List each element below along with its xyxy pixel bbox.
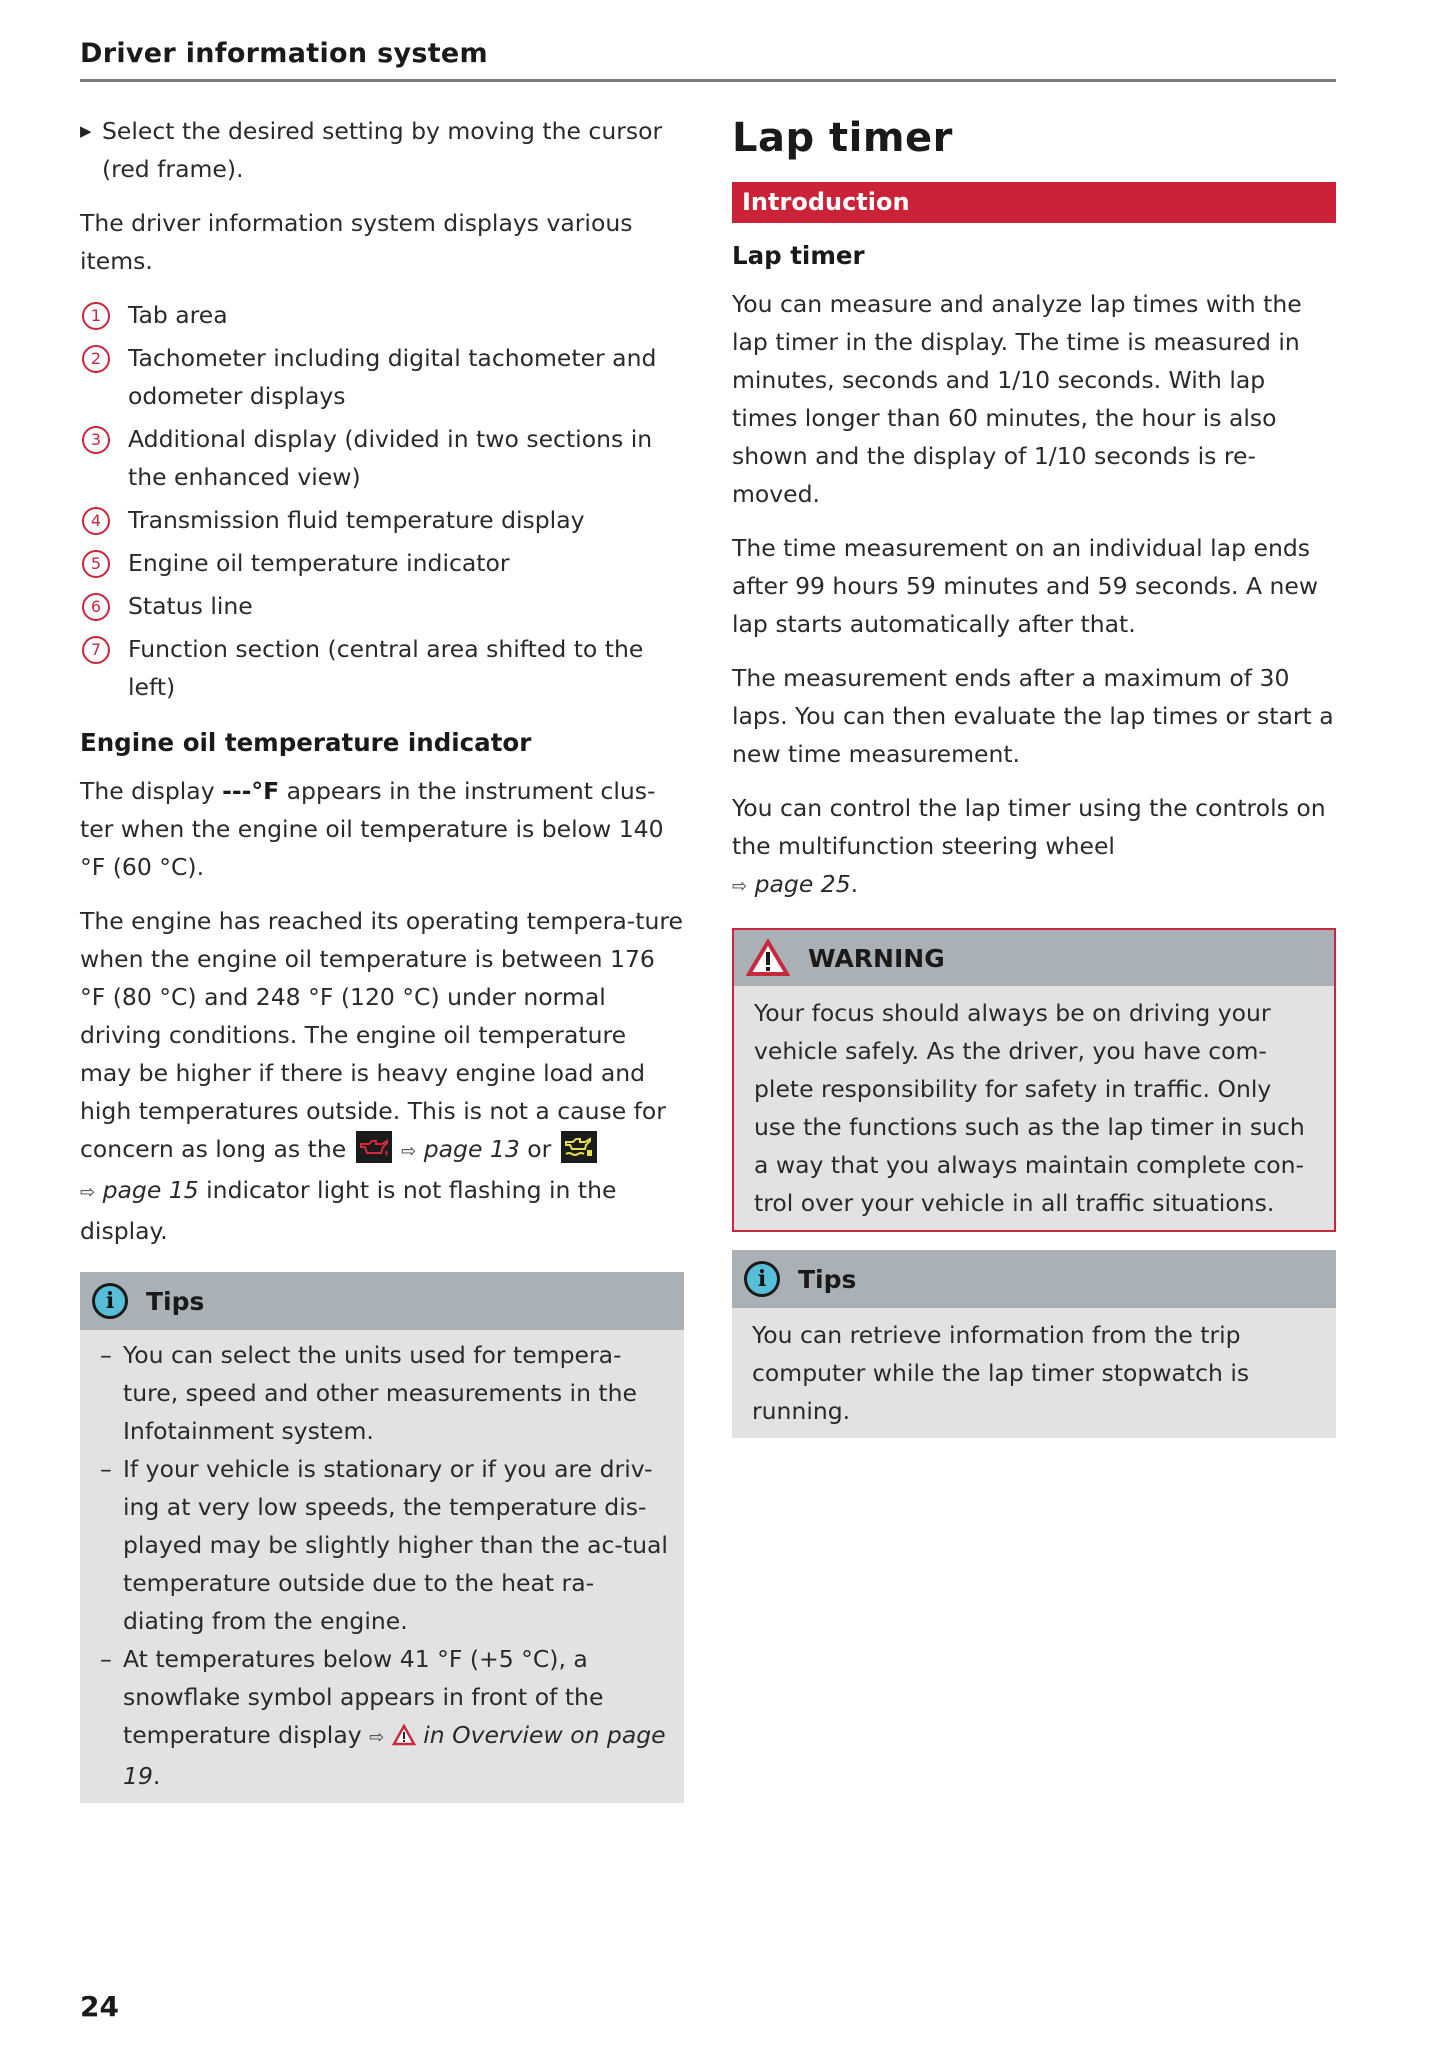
link-text: in Overview on page 19 bbox=[123, 1721, 666, 1790]
circled-number-icon: 2 bbox=[82, 345, 110, 373]
link-text: page 25 bbox=[754, 870, 851, 898]
text: . bbox=[850, 870, 859, 898]
right-column bbox=[732, 110, 1336, 1456]
tips-body bbox=[732, 1308, 1336, 1438]
tips-title: Tips bbox=[146, 1286, 205, 1316]
left-column bbox=[80, 112, 684, 1821]
tips-header bbox=[732, 1250, 1336, 1308]
circled-number-icon: 3 bbox=[82, 426, 110, 454]
header-rule bbox=[80, 79, 1336, 82]
circled-number-icon: 6 bbox=[82, 593, 110, 621]
tip-item bbox=[100, 1450, 668, 1640]
oil-pressure-warning-red-icon bbox=[356, 1131, 392, 1163]
circled-number-icon: 1 bbox=[82, 302, 110, 330]
tip-text: You can select the units used for tempera-ture, speed and other measurements in the Infotainment system. bbox=[123, 1341, 637, 1445]
instruction-step-text: Select the desired setting by moving the cursor (red frame). bbox=[102, 117, 663, 183]
list-item bbox=[80, 544, 684, 582]
tips-text: You can retrieve information from the trip computer while the lap timer stopwatch is running. bbox=[752, 1321, 1250, 1425]
arrow-right-icon: ⇨ bbox=[732, 876, 748, 897]
oil-temp-paragraph-2 bbox=[80, 902, 684, 1250]
info-icon: i bbox=[744, 1261, 780, 1297]
arrow-right-icon: ⇨ bbox=[369, 1727, 385, 1748]
oil-temp-paragraph-1 bbox=[80, 772, 684, 886]
warning-header bbox=[734, 930, 1334, 986]
list-item-text: Tachometer including digital tachometer and odometer displays bbox=[128, 344, 657, 410]
list-item-text: Function section (central area shifted to the left) bbox=[128, 635, 644, 701]
list-item-text: Engine oil temperature indicator bbox=[128, 549, 510, 577]
list-item bbox=[80, 339, 684, 415]
warning-box bbox=[732, 928, 1336, 1232]
display-value: ---°F bbox=[222, 777, 280, 805]
text: . bbox=[152, 1762, 161, 1790]
tip-text: At temperatures below 41 °F (+5 °C), a snowflake symbol appears in front of the temperature display bbox=[123, 1645, 604, 1749]
tips-list bbox=[80, 1330, 684, 1803]
tip-item bbox=[100, 1336, 668, 1450]
display-items-list bbox=[80, 296, 684, 706]
intro-paragraph: The driver information system displays various items. bbox=[80, 209, 633, 275]
page-number: 24 bbox=[80, 1990, 119, 2023]
circled-number-icon: 7 bbox=[82, 636, 110, 664]
tip-item bbox=[100, 1640, 668, 1795]
instruction-step bbox=[80, 112, 684, 188]
warning-title: WARNING bbox=[808, 943, 945, 973]
dash: – bbox=[100, 1341, 112, 1369]
circled-number-icon: 5 bbox=[82, 550, 110, 578]
warning-triangle-icon bbox=[392, 1724, 416, 1746]
link-text: page 13 bbox=[423, 1135, 520, 1163]
list-item bbox=[80, 587, 684, 625]
dash: – bbox=[100, 1455, 112, 1483]
warning-text: Your focus should always be on driving your vehicle safely. As the driver, you have com-plete responsibility for safety in traffic. Only use the functions such as the lap timer in such a way that you always maintain complete con-trol over your vehicle in all traffic situations. bbox=[754, 999, 1305, 1217]
circled-number-icon: 4 bbox=[82, 507, 110, 535]
text: or bbox=[527, 1135, 552, 1163]
text: You can control the lap timer using the controls on the multifunction steering wheel bbox=[732, 794, 1326, 860]
list-item-text: Tab area bbox=[128, 301, 228, 329]
introduction-band: Introduction bbox=[732, 182, 1336, 223]
paragraph: You can measure and analyze lap times with the lap timer in the display. The time is measured in minutes, seconds and 1/10 seconds. With lap times longer than 60 minutes, the hour is also shown and the display of 1/10 seconds is re-moved. bbox=[732, 290, 1302, 508]
warning-body bbox=[734, 986, 1334, 1230]
text: appears in the instrument clus-ter when the engine oil temperature is below 140 °F (60 °C). bbox=[80, 777, 664, 881]
running-header: Driver information system bbox=[80, 38, 488, 69]
tips-box-left bbox=[80, 1272, 684, 1803]
oil-level-warning-yellow-icon bbox=[561, 1131, 597, 1163]
arrow-right-icon: ⇨ bbox=[80, 1182, 96, 1203]
paragraph: The measurement ends after a maximum of 30 laps. You can then evaluate the lap times or start a new time measurement. bbox=[732, 664, 1334, 768]
controls-paragraph bbox=[732, 789, 1336, 906]
tip-text: If your vehicle is stationary or if you are driv-ing at very low speeds, the temperature dis-played may be slightly higher than the ac-tual temperature outside due to the heat ra-diating from the engine. bbox=[123, 1455, 668, 1635]
dash: – bbox=[100, 1645, 112, 1673]
section-title: Lap timer bbox=[732, 115, 953, 161]
page-15-link[interactable] bbox=[80, 1176, 199, 1204]
info-icon: i bbox=[92, 1283, 128, 1319]
list-item bbox=[80, 630, 684, 706]
list-item bbox=[80, 501, 684, 539]
arrow-right-icon: ⇨ bbox=[401, 1141, 417, 1162]
page-25-link[interactable] bbox=[732, 870, 851, 898]
oil-temp-heading: Engine oil temperature indicator bbox=[80, 728, 532, 757]
tips-box-right bbox=[732, 1250, 1336, 1438]
warning-triangle-icon bbox=[746, 939, 790, 977]
paragraph: The time measurement on an individual lap ends after 99 hours 59 minutes and 59 seconds. A new lap starts automatically after that. bbox=[732, 534, 1319, 638]
tips-header bbox=[80, 1272, 684, 1330]
list-item-text: Status line bbox=[128, 592, 253, 620]
list-item-text: Transmission fluid temperature display bbox=[128, 506, 585, 534]
lap-timer-subheading: Lap timer bbox=[732, 241, 865, 270]
step-triangle-icon: ▶ bbox=[80, 122, 92, 140]
text: The engine has reached its operating tempera-ture when the engine oil temperature is between 176 °F (80 °C) and 248 °F (120 °C) under normal driving conditions. The engine oil temperature may be higher if there is heavy engine load and high temperatures outside. This is not a cause for concern as long as the bbox=[80, 907, 683, 1163]
text: The display bbox=[80, 777, 223, 805]
link-text: page 15 bbox=[102, 1176, 199, 1204]
tips-title: Tips bbox=[798, 1264, 857, 1294]
text: indicator light is not flashing in the display. bbox=[80, 1176, 617, 1245]
list-item bbox=[80, 296, 684, 334]
list-item-text: Additional display (divided in two sections in the enhanced view) bbox=[128, 425, 653, 491]
list-item bbox=[80, 420, 684, 496]
page-13-link[interactable] bbox=[401, 1135, 520, 1163]
